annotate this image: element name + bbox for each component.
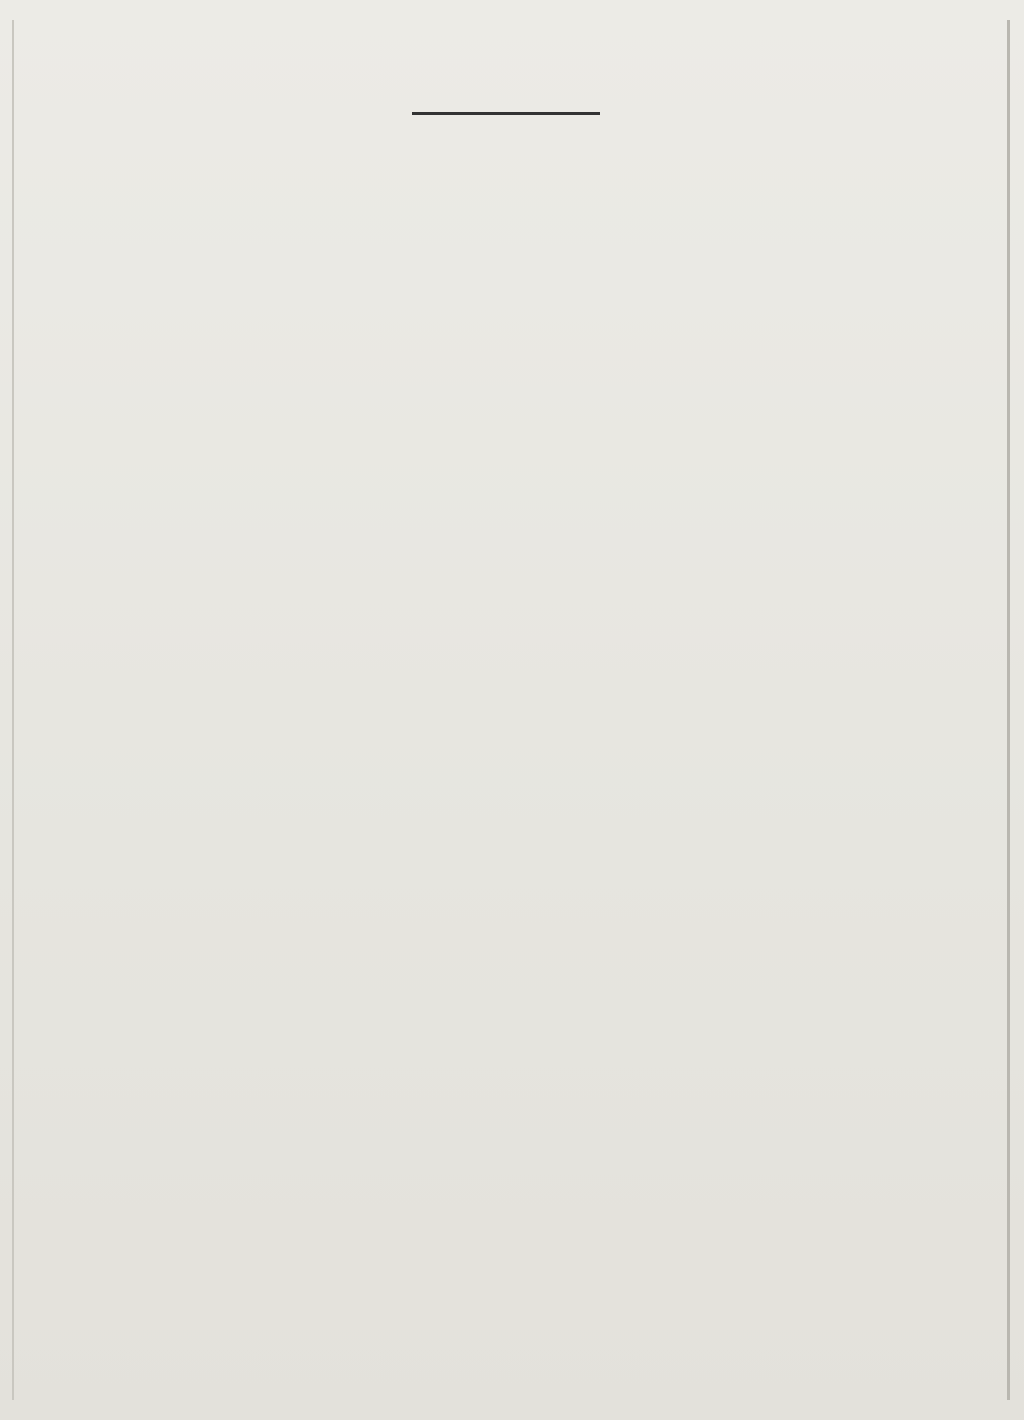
text-block-middle [126,512,906,932]
text-block-bottom [126,950,906,1340]
page-edge-right [1007,20,1010,1400]
running-title [416,82,596,112]
page-edge-left [12,20,14,1400]
title-rule [412,112,600,115]
page-number [842,72,902,108]
text-block-top [126,130,906,495]
